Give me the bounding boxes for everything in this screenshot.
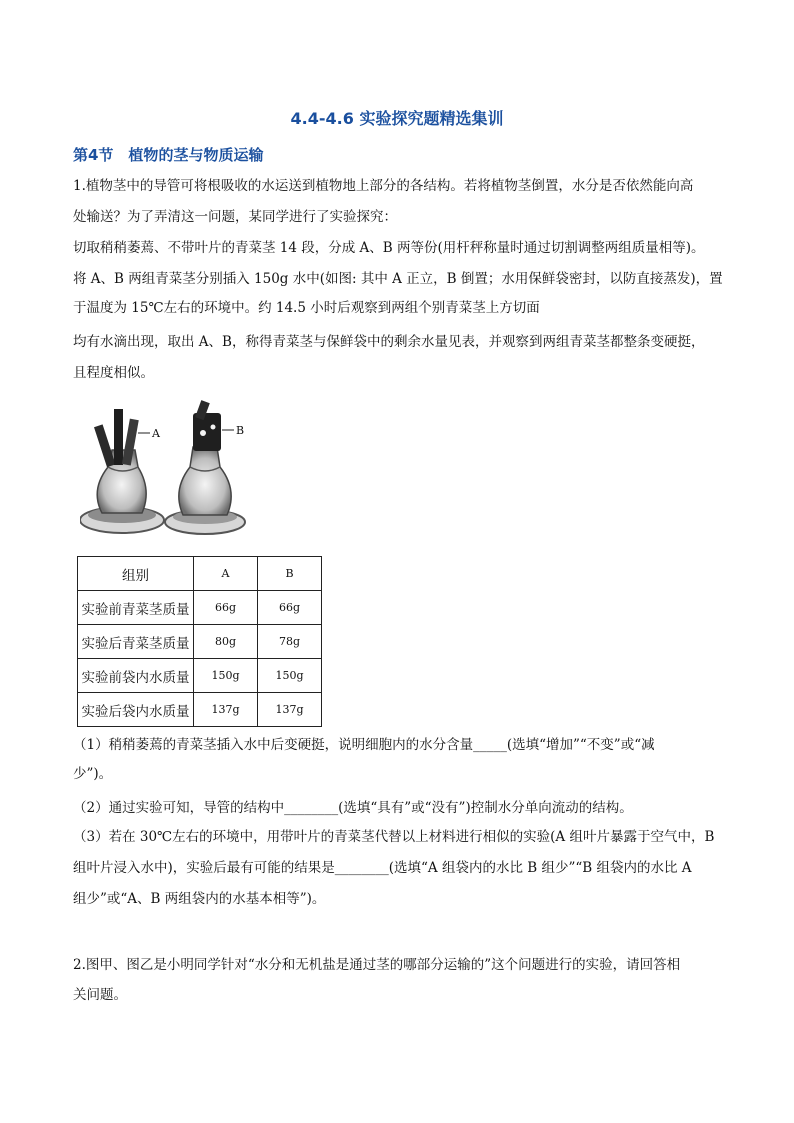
table-cell: 78g: [258, 625, 322, 659]
q2-line-2: 关问题。: [73, 987, 127, 1003]
table-header-cell: B: [258, 557, 322, 591]
table-row: [78, 659, 322, 693]
q1-line-4: 将 A、B 两组青菜茎分别插入 150g 水中(如图: 其中 A 正立，B 倒置；水用保鲜袋密封，以防直接蒸发)，置: [73, 271, 723, 287]
table-cell: 137g: [258, 693, 322, 727]
table-cell: 66g: [194, 591, 258, 625]
experiment-photo: [80, 395, 285, 545]
q1-line-7: 且程度相似。: [73, 365, 154, 381]
label-b: B: [236, 424, 245, 437]
results-table: [77, 556, 322, 727]
q1-line-6: 均有水滴出现，取出 A、B，称得青菜茎与保鲜袋中的剩余水量见表，并观察到两组青菜茎都整条变硬挺，: [73, 334, 705, 350]
table-header-row: [78, 557, 322, 591]
table-row: [78, 591, 322, 625]
section-heading: 第4节 植物的茎与物质运输: [73, 146, 264, 164]
table-cell: 150g: [194, 659, 258, 693]
setup-b: [165, 400, 245, 534]
label-a: A: [152, 427, 160, 440]
q1-sub-3-line-1: （3）若在 30℃左右的环境中，用带叶片的青菜茎代替以上材料进行相似的实验(A 组叶片暴露于空气中，B: [73, 829, 715, 845]
setup-a: [80, 409, 164, 533]
q1-line-5: 于温度为 15℃左右的环境中。约 14.5 小时后观察到两组个别青菜茎上方切面: [73, 300, 540, 316]
table-cell: 66g: [258, 591, 322, 625]
q1-sub-3-line-3: 组少”或“A、B 两组袋内的水基本相等”)。: [73, 891, 326, 907]
table-cell: 80g: [194, 625, 258, 659]
table-cell: 实验前青菜茎质量: [78, 591, 194, 625]
q2-line-1: 2.图甲、图乙是小明同学针对“水分和无机盐是通过茎的哪部分运输的”这个问题进行的实验，请回答相: [73, 957, 681, 973]
q1-line-3: 切取稍稍萎蔫、不带叶片的青菜茎 14 段，分成 A、B 两等份(用杆秤称量时通过切割调整两组质量相等)。: [73, 240, 705, 256]
table-cell: 137g: [194, 693, 258, 727]
q1-sub-2: （2）通过实验可知，导管的结构中________(选填“具有”或“没有”)控制水分单向流动的结构。: [73, 800, 633, 816]
table-cell: 实验后青菜茎质量: [78, 625, 194, 659]
q1-sub-1-line-2: 少”)。: [73, 766, 113, 782]
table-cell: 150g: [258, 659, 322, 693]
q1-line-1: 1.植物茎中的导管可将根吸收的水运送到植物地上部分的各结构。若将植物茎倒置，水分是否依然能向高: [73, 178, 694, 194]
q1-sub-1-line-1: （1）稍稍萎蔫的青菜茎插入水中后变硬挺，说明细胞内的水分含量_____(选填“增加”“不变”或“减: [73, 737, 655, 753]
q1-line-2: 处输送？为了弄清这一问题，某同学进行了实验探究：: [73, 209, 397, 225]
table-cell: 实验后袋内水质量: [78, 693, 194, 727]
table-header-cell: 组别: [78, 557, 194, 591]
table-row: [78, 625, 322, 659]
page-title: 4.4-4.6 实验探究题精选集训: [290, 109, 504, 128]
table-header-cell: A: [194, 557, 258, 591]
q1-sub-3-line-2: 组叶片浸入水中)，实验后最有可能的结果是________(选填“A 组袋内的水比 B 组少”“B 组袋内的水比 A: [73, 860, 692, 876]
table-cell: 实验前袋内水质量: [78, 659, 194, 693]
table-row: [78, 693, 322, 727]
